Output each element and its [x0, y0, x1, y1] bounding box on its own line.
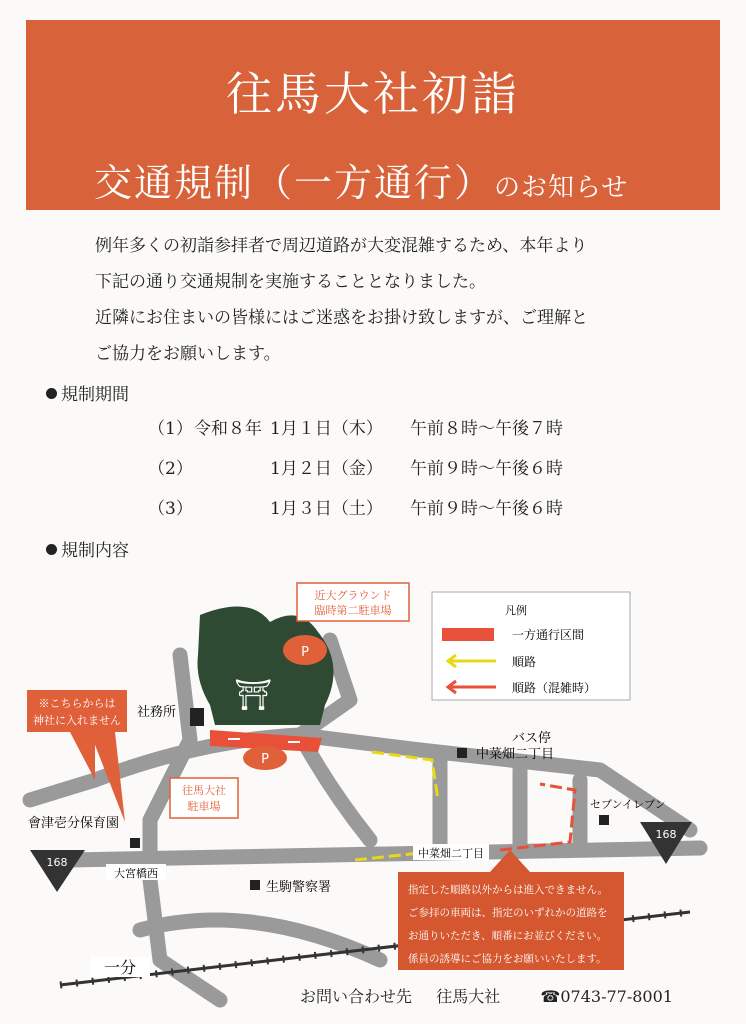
svg-text:※こちらからは: ※こちらからは [38, 697, 116, 710]
title-banner [26, 20, 720, 210]
svg-text:往馬大社: 往馬大社 [182, 784, 226, 797]
legend-busy-label: 順路（混雑時） [512, 681, 597, 695]
nursery-label: 會津壱分保育園 [28, 816, 120, 831]
nursery-marker [130, 838, 140, 848]
police-label: 生駒警察署 [266, 880, 332, 895]
notice-line: ご参拝の車両は、指定のいずれかの道路を [408, 907, 608, 919]
intro-line: 下記の通り交通規制を実施することとなりました。 [95, 272, 486, 292]
shamusho-label: 社務所 [137, 705, 177, 720]
notice-line: 係員の誘導にご協力をお願いいたします。 [408, 953, 607, 965]
intro-line: ご協力をお願いします。 [95, 344, 281, 364]
svg-text:168: 168 [655, 828, 677, 841]
parking-2-label: P [301, 645, 309, 660]
footer-contact [300, 984, 673, 1007]
subtitle-suffix: のお知らせ [494, 173, 629, 203]
notice-line: 指定した順路以外からは進入できません。 [408, 884, 609, 896]
bullet-icon [46, 544, 57, 555]
traffic-map [0, 575, 746, 1024]
page-subtitle [94, 152, 628, 207]
page-title: 往馬大社初詣 [226, 67, 520, 121]
west-road [30, 780, 95, 800]
contact-label: お問い合わせ先 [300, 987, 413, 1006]
svg-text:近大グラウンド: 近大グラウンド [314, 589, 392, 602]
seven-eleven-label: セブンイレブン [590, 798, 666, 811]
intro-line: 近隣にお住まいの皆様にはご迷惑をお掛け致しますが、ご理解と [95, 308, 588, 328]
svg-text:神社に入れません: 神社に入れません [33, 714, 121, 727]
south-road [140, 920, 380, 960]
contact-phone: 0743-77-8001 [560, 987, 673, 1006]
omiya-label: 大宮橋西 [114, 867, 158, 880]
contact-name: 往馬大社 [436, 987, 501, 1006]
legend-route-label: 順路 [512, 655, 537, 669]
seven-eleven-marker [599, 815, 609, 825]
ichibu-label: 一分 [103, 958, 137, 977]
police-marker [250, 880, 260, 890]
nakanabata-label: 中菜畑二丁目 [418, 847, 484, 860]
parking-1-label: P [261, 752, 269, 767]
bus-stop-label: バス停 [512, 731, 552, 746]
legend-title: 凡例 [505, 604, 527, 617]
bus-stop-name: 中菜畑二丁目 [476, 747, 555, 762]
bullet-icon [46, 388, 57, 399]
notice-line: お通りいただき、順番にお並びください。 [408, 930, 608, 942]
svg-text:168: 168 [46, 856, 68, 869]
torii-icon: ⛩ [233, 678, 273, 713]
intro-line: 例年多くの初詣参拝者で周辺道路が大変混雑するため、本年より [95, 236, 588, 256]
svg-text:臨時第二駐車場: 臨時第二駐車場 [314, 604, 392, 617]
legend-oneway-swatch [442, 628, 494, 641]
intro-text [95, 228, 685, 372]
svg-text:駐車場: 駐車場 [187, 800, 221, 813]
subtitle-main: 交通規制（一方通行） [94, 161, 495, 205]
route-busy [500, 784, 575, 850]
content-heading: 規制内容 [46, 536, 129, 561]
bus-stop-marker [457, 748, 467, 758]
route-168-road [70, 848, 700, 860]
legend-oneway-label: 一方通行区間 [512, 628, 585, 642]
phone-icon: ☎ [540, 987, 561, 1006]
period-heading: 規制期間 [46, 380, 129, 405]
shamusho-marker [190, 708, 204, 726]
